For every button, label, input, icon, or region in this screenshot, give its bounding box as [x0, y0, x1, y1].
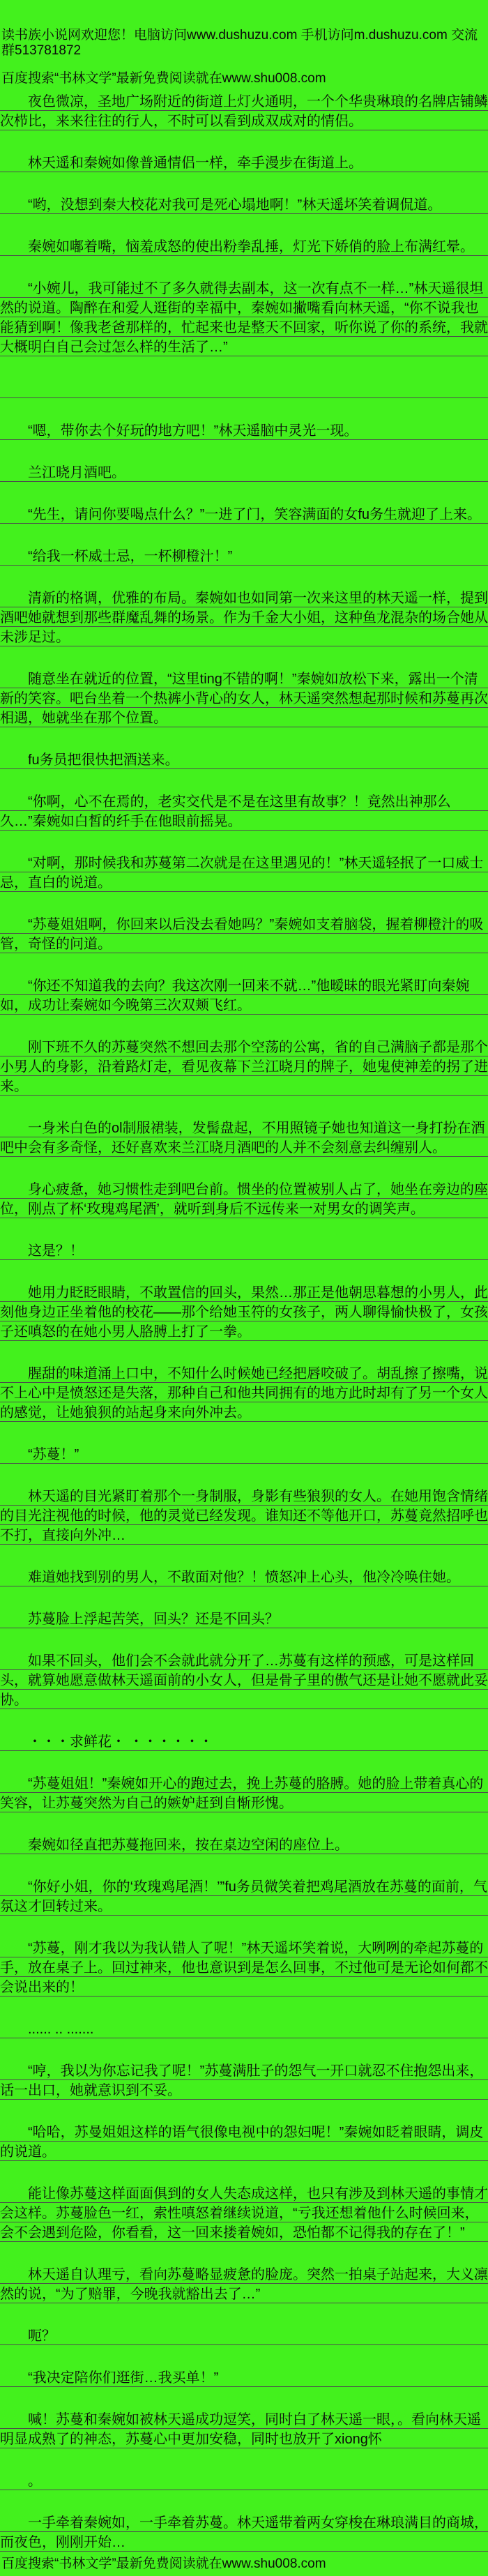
site-header: [0, 0, 488, 86]
paragraph: 林天遥自认理亏，看向苏蔓略显疲惫的脸庞。突然一拍桌子站起来，大义凛然的说，“为了赔罪，今晚我就豁出去了…”: [0, 2265, 488, 2304]
header-welcome-line: 读书族小说网欢迎您！电脑访问www.dushuzu.com 手机访问m.dushuzu.com 交流群513781872: [1, 28, 478, 58]
paragraph: “哈哈，苏曼姐姐这样的语气很像电视中的怨妇呢！”秦婉如眨着眼睛，调皮的说道。: [0, 2123, 488, 2162]
paragraph: “苏蔓，刚才我以为我认错人了呢！”林天遥坏笑着说，大咧咧的牵起苏蔓的手，放在桌子上。回过神来，他也意识到是怎么回事，不过他可是无论如何都不会说出来的！: [0, 1939, 488, 1997]
paragraph: 腥甜的味道涌上口中，不知什么时候她已经把唇咬破了。胡乱擦了擦嘴，说不上心中是愤怒还是失落，那种自己和他共同拥有的地方此时却有了另一个女人的感觉，让她狼狈的站起身来向外冲去。: [0, 1364, 488, 1423]
paragraph: ・・・求鲜花・ ・・・・・・: [0, 1732, 488, 1752]
paragraph: “苏蔓姐姐啊，你回来以后没去看她吗？”秦婉如支着脑袋，握着柳橙汁的吸管，奇怪的问道。: [0, 915, 488, 954]
paragraph: 难道她找到别的男人，不敢面对他？！愤怒冲上心头，他冷冷唤住她。: [0, 1568, 488, 1587]
paragraph: “给我一杯威士忌，一杯柳橙汁！”: [0, 547, 488, 566]
paragraph: 苏蔓脸上浮起苦笑，回头？还是不回头？: [0, 1609, 488, 1629]
paragraph: “对啊，那时候我和苏蔓第二次就是在这里遇见的！”林天遥轻抿了一口威士忌，直白的说道。: [0, 854, 488, 893]
paragraph: “你还不知道我的去向？我这次刚一回来不就…”他暧昧的眼光紧盯向秦婉如，成功让秦婉如今晚第三次双颊飞红。: [0, 976, 488, 1015]
paragraph: 一身米白色的ol制服裙装，发髻盘起，不用照镜子她也知道这一身打扮在酒吧中会有多奇怪，还好喜欢来兰江晓月酒吧的人并不会刻意去纠缠别人。: [0, 1119, 488, 1158]
paragraph: “先生，请问你要喝点什么？”一进了门，笑容满面的女fu务生就迎了上来。: [0, 505, 488, 524]
novel-content: [0, 86, 488, 2552]
paragraph: 兰江晓月酒吧。: [0, 463, 488, 483]
paragraph: ...... .. .......: [0, 2020, 488, 2039]
paragraph: 喊！苏蔓和秦婉如被林天遥成功逗笑，同时白了林天遥一眼，。看向林天遥明显成熟了的神态，苏蔓心中更加安稳，同时也放开了xiong怀: [0, 2410, 488, 2449]
paragraph: 呃？: [0, 2326, 488, 2346]
paragraph: 她用力眨眨眼睛，不敢置信的回头，果然…那正是他朝思暮想的小男人，此刻他身边正坐着他的校花——那个给她玉符的女孩子，两人聊得愉快极了，女孩子还嗔怒的在她小男人胳膊上打了一拳。: [0, 1283, 488, 1342]
paragraph: “小婉儿，我可能过不了多久就得去副本，这一次有点不一样…”林天遥很坦然的说道。陶醉在和爱人逛街的幸福中，秦婉如撇嘴看向林天遥，“你不说我也能猜到啊！像我老爸那样的，忙起来也是整天不回家，听你说了你的系统，我就大概明白自己会过怎么样的生活了…”: [0, 279, 488, 357]
paragraph: “你啊，心不在焉的，老实交代是不是在这里有故事？！竟然出神那么久…”秦婉如白皙的纤手在他眼前摇晃。: [0, 792, 488, 831]
paragraph: “哟，没想到秦大校花对我可是死心塌地啊！”林天遥坏笑着调侃道。: [0, 195, 488, 215]
paragraph: “你好小姐，你的‘玫瑰鸡尾酒！’”fu务员微笑着把鸡尾酒放在苏蔓的面前，气氛这才回转过来。: [0, 1877, 488, 1916]
paragraph: “我决定陪你们逛街…我买单！”: [0, 2368, 488, 2388]
paragraph: 林天遥和秦婉如像普通情侣一样，牵手漫步在街道上。: [0, 153, 488, 173]
paragraph: “哼，我以为你忘记我了呢！”苏蔓满肚子的怨气一开口就忍不住抱怨出来，话一出口，她就意识到不妥。: [0, 2061, 488, 2100]
paragraph: fu务员把很快把酒送来。: [0, 750, 488, 770]
paragraph: 如果不回头，他们会不会就此就分开了…苏蔓有这样的预感，可是这样回头，就算她愿意做林天遥面前的小女人，但是骨子里的傲气还是让她不愿就此妥协。: [0, 1651, 488, 1710]
paragraph: 秦婉如嘟着嘴，恼羞成怒的使出粉拳乱捶，灯光下娇俏的脸上布满红晕。: [0, 237, 488, 257]
paragraph: 。: [0, 2471, 488, 2491]
paragraph: 林天遥的目光紧盯着那个一身制服，身影有些狼狈的女人。在她用饱含情绪的目光注视他的时候，他的灵觉已经发现。谁知还不等他开口，苏蔓竟然招呼也不打，直接向外冲…: [0, 1487, 488, 1545]
paragraph: 秦婉如径直把苏蔓拖回来，按在桌边空闲的座位上。: [0, 1835, 488, 1855]
paragraph: 一手牵着秦婉如，一手牵着苏蔓。林天遥带着两女穿梭在琳琅满目的商城，而夜色，刚刚开始…: [0, 2513, 488, 2552]
paragraph: “苏蔓！”: [0, 1445, 488, 1464]
paragraph: “苏蔓姐姐！”秦婉如开心的跑过去，挽上苏蔓的胳膊。她的脸上带着真心的笑容，让苏蔓突然为自己的嫉妒赶到自惭形愧。: [0, 1774, 488, 1813]
paragraph: 夜色微凉，圣地广场附近的街道上灯火通明，一个个华贵琳琅的名牌店铺鳞次栉比，来来往往的行人，不时可以看到成双成对的情侣。: [0, 92, 488, 131]
paragraph: “嗯，带你去个好玩的地方吧！”林天遥脑中灵光一现。: [0, 421, 488, 441]
paragraph: 身心疲惫，她习惯性走到吧台前。惯坐的位置被别人占了，她坐在旁边的座位，刚点了杯‘玫瑰鸡尾酒’，就听到身后不远传来一对男女的调笑声。: [0, 1180, 488, 1219]
blank-line: [0, 379, 488, 399]
paragraph: 能让像苏蔓这样面面俱到的女人失态成这样，也只有涉及到林天遥的事情才会这样。苏蔓脸色一红，索性嗔怒着继续说道，“亏我还想着他什么时候回来，会不会遇到危险，你看看，这一回来搂着婉如，恐怕都不记得我的存在了！”: [0, 2184, 488, 2243]
paragraph: 清新的格调，优雅的布局。秦婉如也如同第一次来这里的林天遥一样，提到酒吧她就想到那些群魔乱舞的场景。作为千金大小姐，这种鱼龙混杂的场合她从未涉足过。: [0, 589, 488, 647]
paragraph: 这是？！: [0, 1241, 488, 1261]
site-footer-line: 百度搜索“书林文学”最新免费阅读就在www.shu008.com: [1, 2556, 326, 2571]
header-search-line: 百度搜索“书林文学”最新免费阅读就在www.shu008.com: [1, 71, 326, 86]
paragraph: 随意坐在就近的位置，“这里ting不错的啊！”秦婉如放松下来，露出一个清新的笑容。吧台坐着一个热裤小背心的女人，林天遥突然想起那时候和苏蔓再次相遇，她就坐在那个位置。: [0, 669, 488, 728]
paragraph: 刚下班不久的苏蔓突然不想回去那个空荡的公寓，省的自己满脑子都是那个小男人的身影，沿着路灯走，看见夜幕下兰江晓月的牌子，她鬼使神差的拐了进来。: [0, 1038, 488, 1096]
